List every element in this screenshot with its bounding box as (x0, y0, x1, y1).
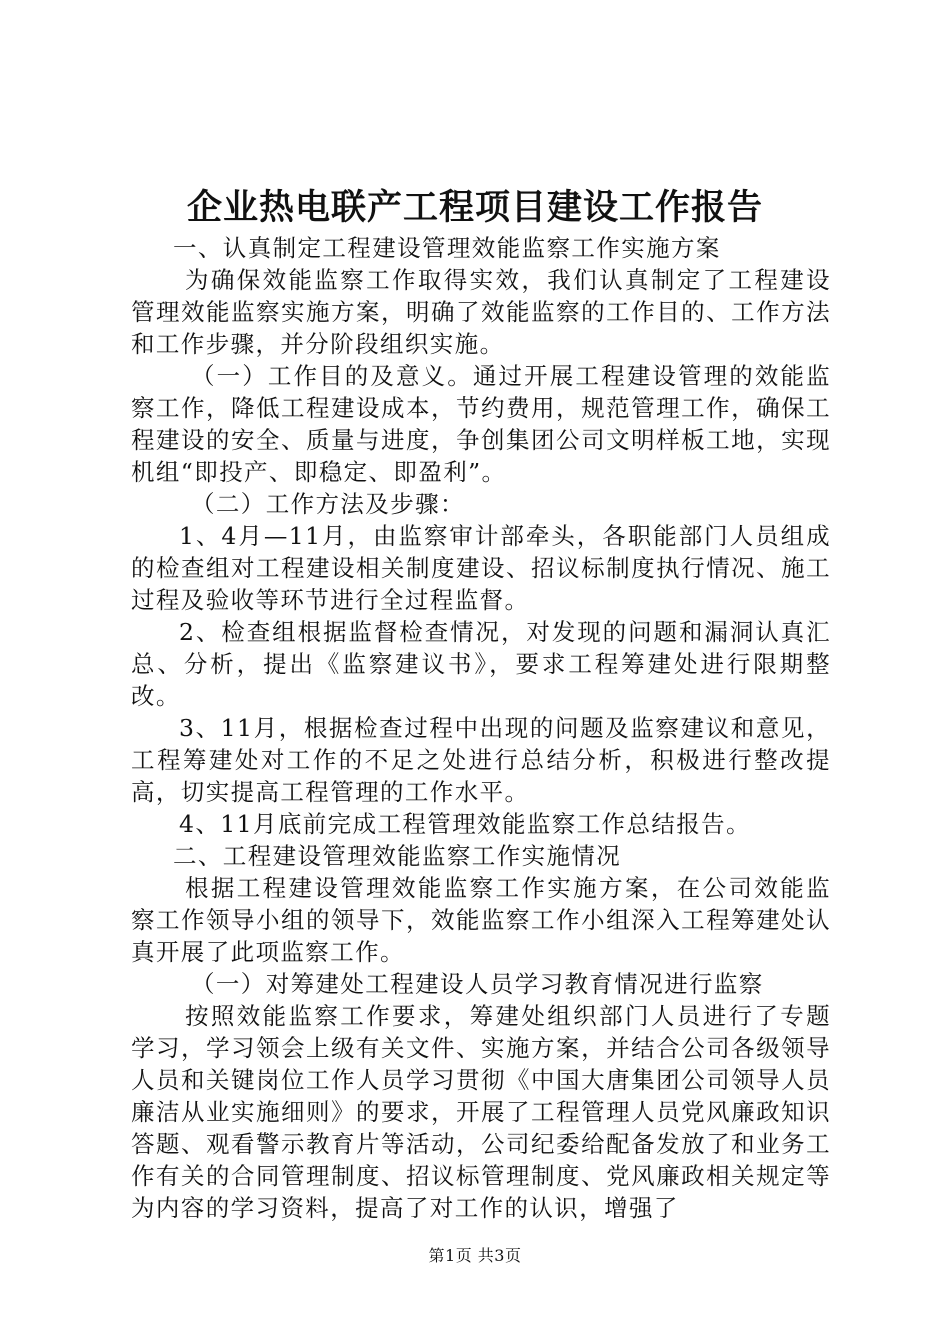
document-title: 企业热电联产工程项目建设工作报告 (186, 188, 763, 228)
subsection-heading: （一）对筹建处工程建设人员学习教育情况进行监察 (191, 970, 764, 998)
paragraph: （一）工作目的及意义。通过开展工程建设管理的效能监察工作，降低工程建设成本，节约费用，规范管理工作，确保工程建设的安全、质量与进度，争创集团公司文明样板工地，实现机组“即投产、即稳定、即盈利”。 (131, 362, 831, 486)
section-heading-1: 一、认真制定工程建设管理效能监察工作实施方案 (173, 234, 721, 262)
page-footer: 第1页 共3页 (428, 1246, 522, 1265)
document-body (131, 232, 831, 1224)
paragraph: 为确保效能监察工作取得实效，我们认真制定了工程建设管理效能监察实施方案，明确了效能监察的工作目的、工作方法和工作步骤，并分阶段组织实施。 (131, 266, 831, 358)
list-item: 2、检查组根据监督检查情况，对发现的问题和漏洞认真汇总、分析，提出《监察建议书》，要求工程筹建处进行限期整改。 (131, 618, 831, 710)
list-item: 3、11月，根据检查过程中出现的问题及监察建议和意见，工程筹建处对工作的不足之处进行总结分析，积极进行整改提高，切实提高工程管理的工作水平。 (131, 714, 831, 806)
subsection-heading: （二）工作方法及步骤： (191, 490, 465, 518)
paragraph: 根据工程建设管理效能监察工作实施方案，在公司效能监察工作领导小组的领导下，效能监察工作小组深入工程筹建处认真开展了此项监察工作。 (131, 874, 831, 966)
paragraph: 按照效能监察工作要求，筹建处组织部门人员进行了专题学习，学习领会上级有关文件、实施方案，并结合公司各级领导人员和关键岗位工作人员学习贯彻《中国大唐集团公司领导人员廉洁从业实施细则》的要求，开展了工程管理人员党风廉政知识答题、观看警示教育片等活动，公司纪委给配备发放了和业务工作有关的合同管理制度、招议标管理制度、党风廉政相关规定等为内容的学习资料，提高了对工作的认识，增强了 (131, 1002, 831, 1222)
list-item: 4、11月底前完成工程管理效能监察工作总结报告。 (179, 810, 751, 838)
section-heading-2: 二、工程建设管理效能监察工作实施情况 (173, 842, 622, 870)
list-item: 1、4月—11月，由监察审计部牵头，各职能部门人员组成的检查组对工程建设相关制度建设、招议标制度执行情况、施工过程及验收等环节进行全过程监督。 (131, 522, 831, 614)
